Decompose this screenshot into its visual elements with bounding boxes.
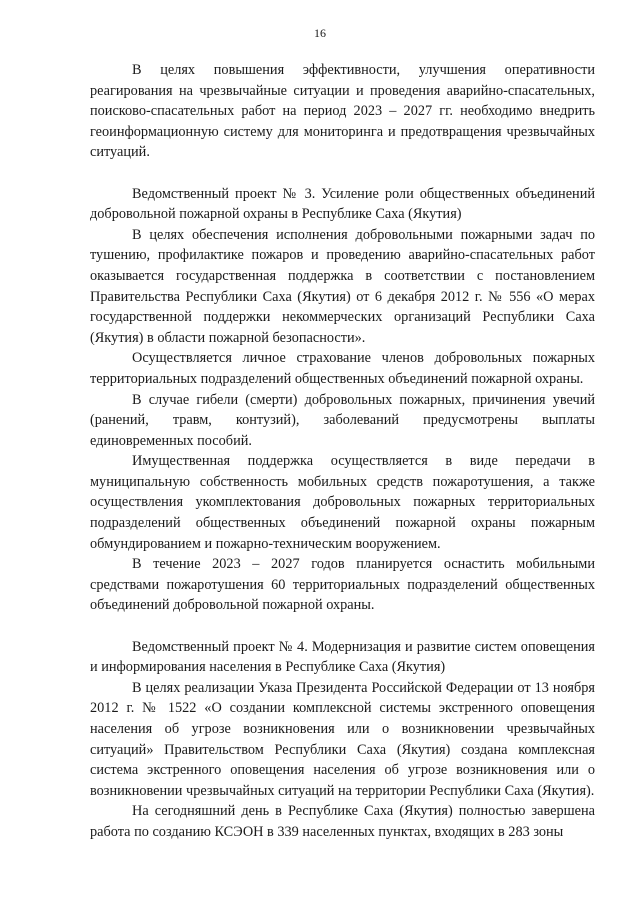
- paragraph-equipment-plan: В течение 2023 – 2027 годов планируется оснастить мобильными средствами пожаротушения 60 территориальных подразделений общественных объединений добровольной пожарной охраны.: [90, 556, 595, 614]
- paragraph-insurance: Осуществляется личное страхование членов добровольных пожарных территориальных подразделений общественных объединений пожарной охраны.: [90, 350, 595, 387]
- page-number: 16: [314, 26, 326, 40]
- project-3-heading: Ведомственный проект № 3. Усиление роли общественных объединений добровольной пожарной охраны в Республике Саха (Якутия): [90, 185, 595, 223]
- paragraph-property-support: Имущественная поддержка осуществляется в виде передачи в муниципальную собственность мобильных средств пожаротушения, а также осуществления укомплектования добровольных пожарных территориальных подразделений общественных объединений пожарной охраны пожарным обмундированием и пожарно-техническим вооружением.: [90, 453, 595, 552]
- paragraph-gis-system: В целях повышения эффективности, улучшения оперативности реагирования на чрезвычайные ситуации и проведения аварийно-спасательных, поисково-спасательных работ на период 2023 – 2027 гг. необходимо внедрить геоинформационную систему для мониторинга и предотвращения чрезвычайных ситуаций.: [90, 62, 595, 161]
- paragraph-death-benefits: В случае гибели (смерти) добровольных пожарных, причинения увечий (ранений, травм, контузий), заболеваний предусмотрены выплаты единовременных пособий.: [90, 391, 595, 449]
- project-4-heading: Ведомственный проект № 4. Модернизация и развитие систем оповещения и информирования населения в Республике Саха (Якутия): [90, 638, 595, 676]
- document-body: [90, 60, 595, 843]
- paragraph-state-support: В целях обеспечения исполнения добровольными пожарными задач по тушению, профилактике пожаров и проведению аварийно-спасательных работ оказывается государственная поддержка в соответствии с постановлением Правительства Республики Саха (Якутия) от 6 декабря 2012 г. № 556 «О мерах государственной поддержки некоммерческих организаций Республики Саха (Якутия) в области пожарной безопасности».: [90, 226, 595, 346]
- paragraph-presidential-decree: В целях реализации Указа Президента Российской Федерации от 13 ноября 2012 г. № 1522 «О создании комплексной системы экстренного оповещения населения об угрозе возникновения или о возникновении чрезвычайных ситуаций» Правительством Республики Саха (Якутия) создана комплексная система экстренного оповещения населения об угрозе возникновения или о возникновении чрезвычайных ситуаций на территории Республики Саха (Якутия).: [90, 679, 595, 799]
- paragraph-kseon-status: На сегодняшний день в Республике Саха (Якутия) полностью завершена работа по созданию КСЭОН в 339 населенных пунктах, входящих в 283 зоны: [90, 803, 595, 840]
